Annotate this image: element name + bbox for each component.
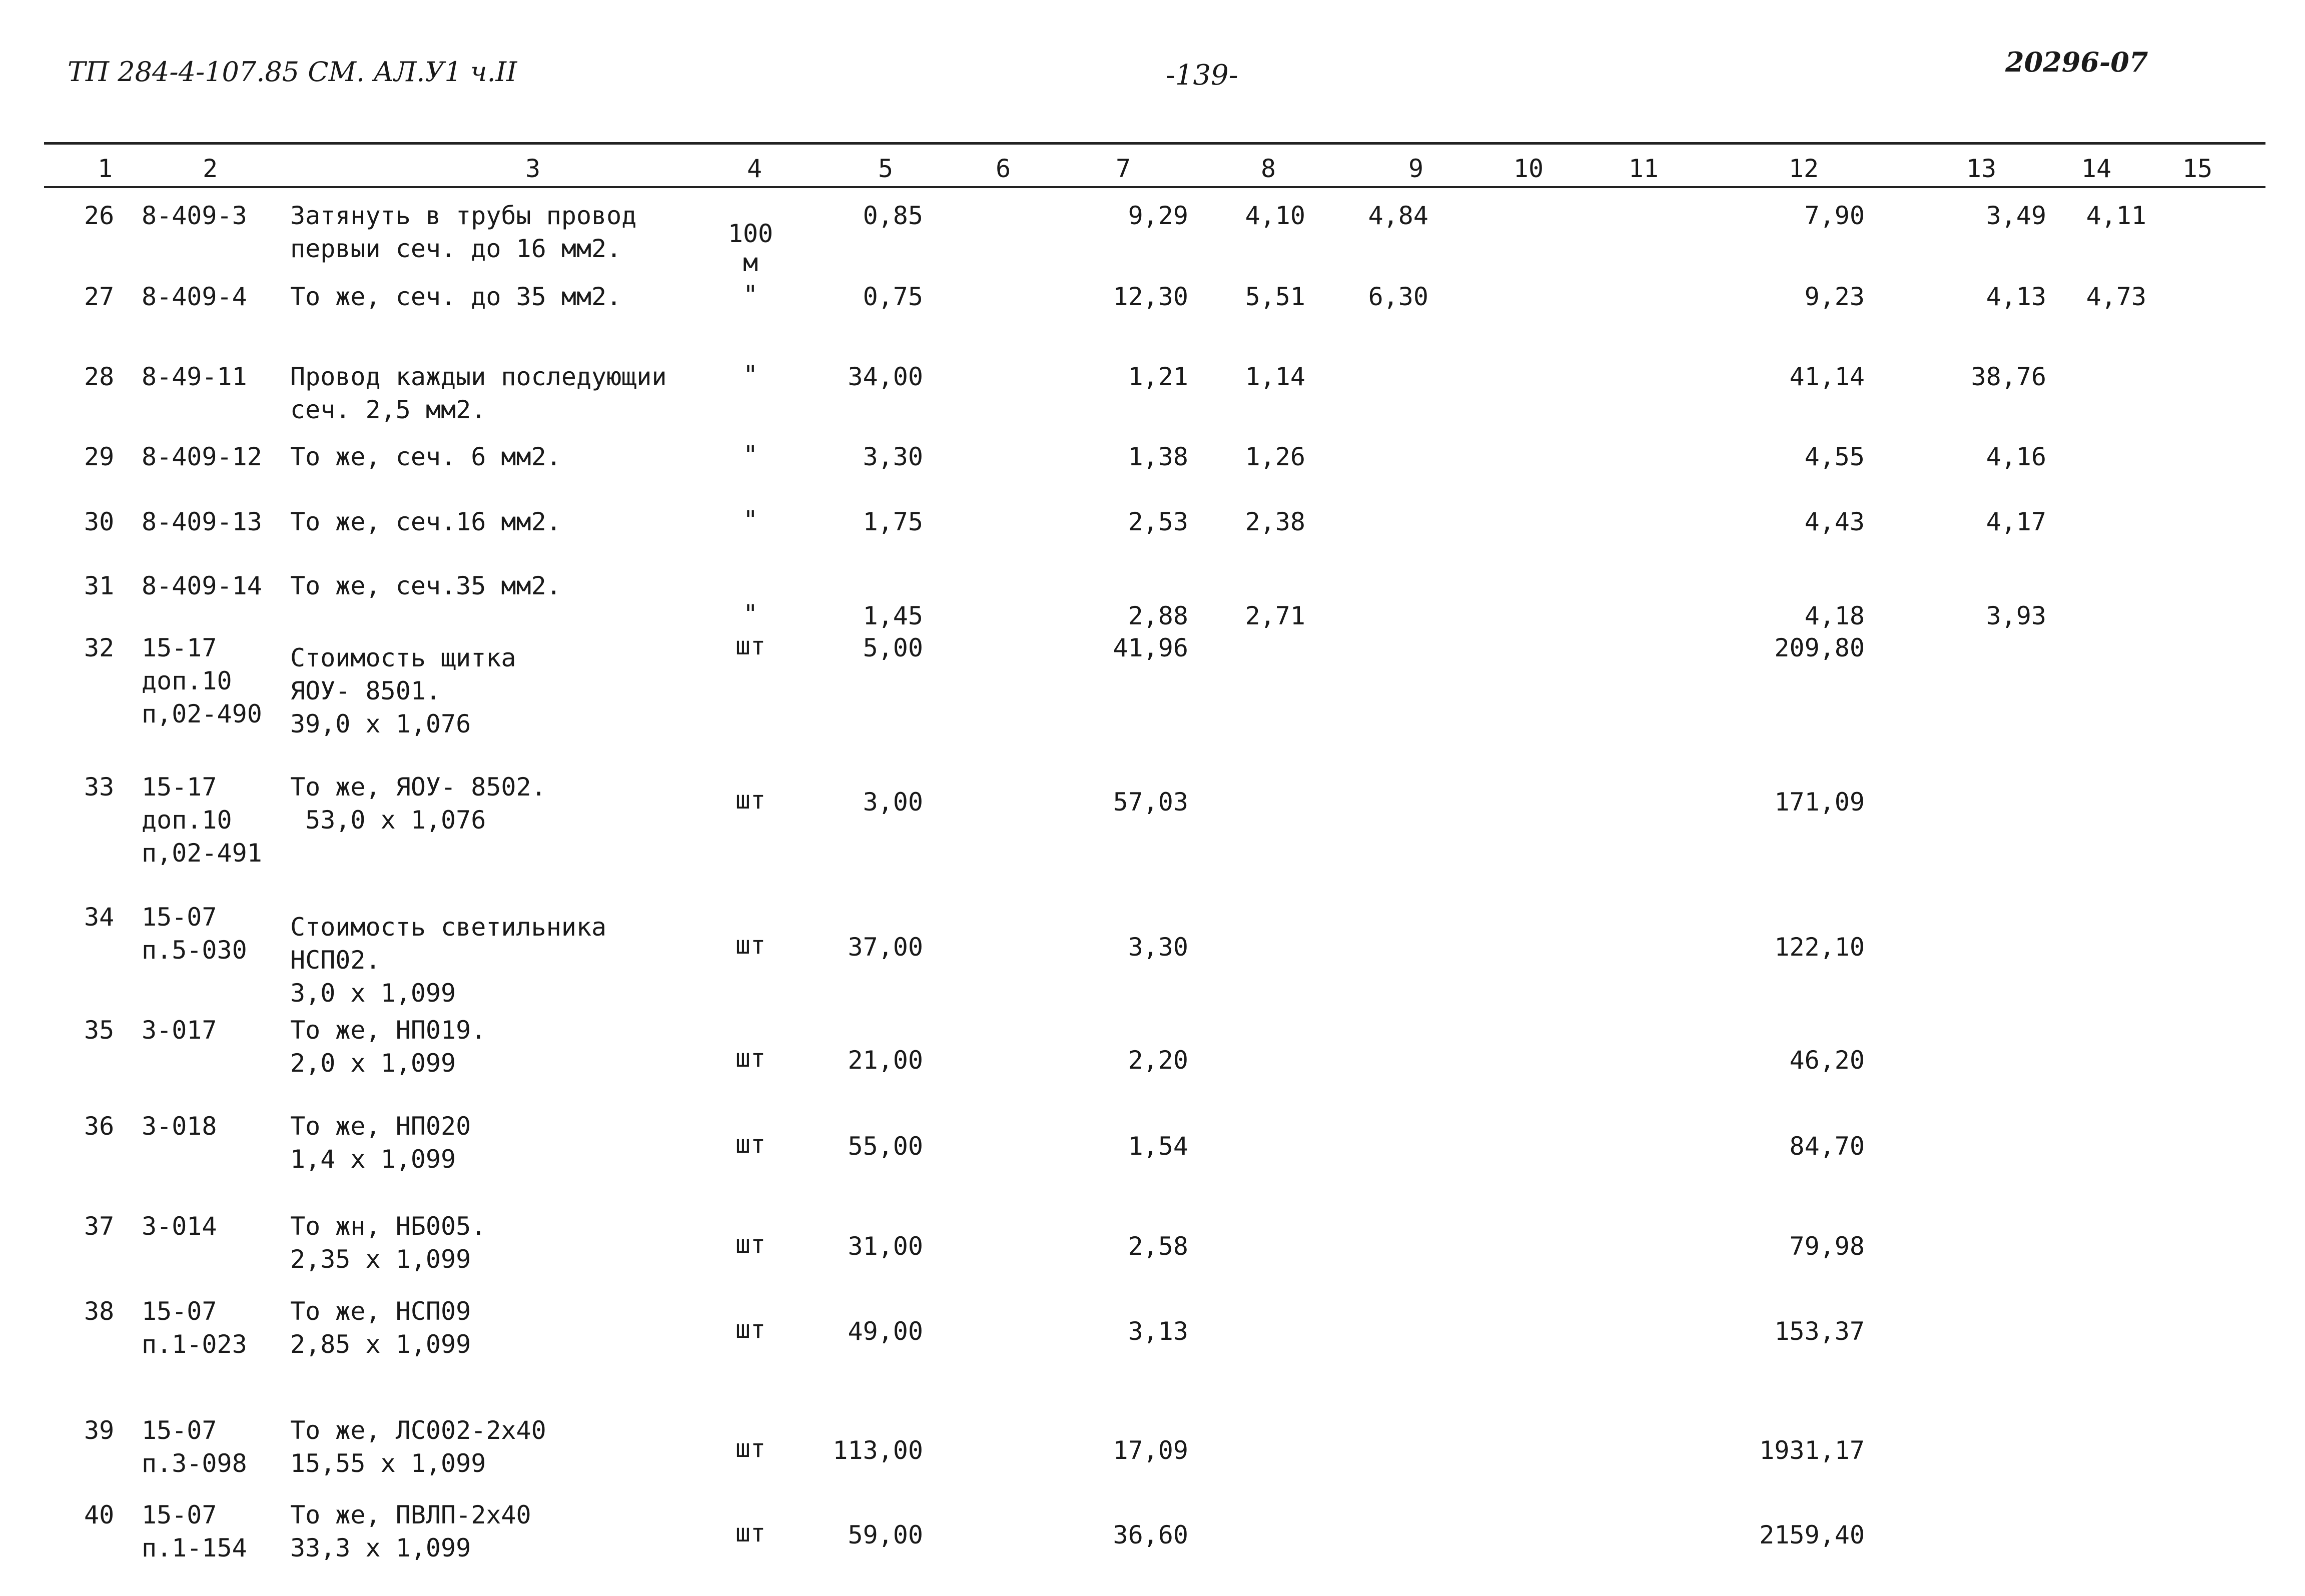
quantity: 31,00 [848,1232,923,1261]
rate-code: 8-49-11 [142,362,247,391]
rate-code: 8-409-4 [142,282,247,311]
work-description: Стоимость щитка ЯОУ- 8501. 39,0 х 1,076 [290,643,516,738]
total-labor-cost: 4,16 [1986,442,2046,471]
rate-code: 3-018 [142,1112,217,1141]
unit-of-measure: " [742,360,758,389]
total-cost: 209,80 [1774,633,1865,662]
unit-of-measure: шт [735,1130,766,1159]
row-number: 28 [84,362,115,391]
work-description: То же, сеч.16 мм2. [290,507,561,536]
total-cost: 1931,17 [1759,1436,1865,1465]
work-description: То же, сеч.35 мм2. [290,571,561,600]
rate-code: 3-014 [142,1212,217,1241]
work-description: То же, ЯОУ- 8502. 53,0 х 1,076 [290,772,546,835]
total-cost: 122,10 [1774,933,1865,962]
unit-cost: 57,03 [1113,787,1188,817]
work-description: Затянуть в трубы провод первыи сеч. до 16 мм2. [290,201,637,263]
unit-of-measure: шт [735,631,766,660]
total-cost: 46,20 [1789,1046,1865,1075]
row-number: 36 [84,1112,115,1141]
unit-of-measure: 100 м [727,219,774,277]
quantity: 3,30 [863,442,923,471]
unit-cost: 2,58 [1128,1232,1188,1261]
column-header-12: 12 [1788,154,1819,183]
unit-of-measure: шт [735,931,766,960]
quantity: 5,00 [863,633,923,662]
column-header-14: 14 [2081,154,2112,183]
unit-cost: 12,30 [1113,282,1188,311]
quantity: 1,75 [863,507,923,536]
quantity: 0,85 [863,201,923,230]
total-labor-cost: 38,76 [1971,362,2046,391]
work-description: То жн, НБ005. 2,35 х 1,099 [290,1212,486,1274]
rate-code: 8-409-14 [142,571,262,600]
sheet-number: 20296-07 [2005,46,2148,78]
unit-cost: 1,54 [1128,1132,1188,1161]
quantity: 3,00 [863,787,923,817]
row-number: 39 [84,1416,115,1445]
quantity: 21,00 [848,1046,923,1075]
column-header-8: 8 [1260,154,1276,183]
unit-cost: 41,96 [1113,633,1188,662]
quantity: 55,00 [848,1132,923,1161]
column-header-7: 7 [1115,154,1131,183]
row-number: 31 [84,571,115,600]
table-top-rule [44,142,2265,145]
unit-of-measure: шт [735,1434,766,1463]
column-header-3: 3 [525,154,541,183]
total-cost: 4,43 [1804,507,1865,536]
work-description: То же, НП019. 2,0 х 1,099 [290,1016,486,1078]
row-number: 34 [84,903,115,932]
row-number: 26 [84,201,115,230]
quantity: 1,45 [863,601,923,630]
column-header-5: 5 [878,154,894,183]
rate-code: 8-409-12 [142,442,262,471]
unit-labor-cost: 2,38 [1245,507,1305,536]
work-description: То же, ПВЛП-2х40 33,3 х 1,099 [290,1500,531,1562]
unit-cost: 2,20 [1128,1046,1188,1075]
quantity: 59,00 [848,1520,923,1549]
unit-of-measure: " [742,280,758,309]
column-header-2: 2 [202,154,218,183]
unit-of-measure: шт [735,1518,766,1547]
row-number: 38 [84,1297,115,1326]
rate-code: 15-07 п.1-154 [142,1500,247,1562]
unit-machine-cost: 4,84 [1368,201,1428,230]
quantity: 34,00 [848,362,923,391]
total-machine-cost: 4,73 [2086,282,2146,311]
rate-code: 15-17 доп.10 п,02-491 [142,772,262,868]
column-header-9: 9 [1408,154,1424,183]
unit-cost: 36,60 [1113,1520,1188,1549]
total-cost: 84,70 [1789,1132,1865,1161]
column-header-10: 10 [1513,154,1544,183]
unit-of-measure: " [742,505,758,534]
unit-of-measure: " [742,440,758,469]
rate-code: 15-07 п.5-030 [142,903,247,965]
total-cost: 171,09 [1774,787,1865,817]
unit-labor-cost: 2,71 [1245,601,1305,630]
quantity: 0,75 [863,282,923,311]
unit-labor-cost: 4,10 [1245,201,1305,230]
unit-machine-cost: 6,30 [1368,282,1428,311]
unit-cost: 2,88 [1128,601,1188,630]
work-description: То же, НСП09 2,85 х 1,099 [290,1297,471,1359]
rate-code: 15-07 п.3-098 [142,1416,247,1478]
unit-cost: 3,13 [1128,1317,1188,1346]
column-header-6: 6 [995,154,1011,183]
column-header-15: 15 [2182,154,2213,183]
total-cost: 2159,40 [1759,1520,1865,1549]
work-description: То же, сеч. до 35 мм2. [290,282,622,311]
total-cost: 41,14 [1789,362,1865,391]
row-number: 37 [84,1212,115,1241]
total-labor-cost: 4,13 [1986,282,2046,311]
column-header-4: 4 [746,154,762,183]
rate-code: 15-17 доп.10 п,02-490 [142,633,262,728]
total-cost: 9,23 [1804,282,1865,311]
unit-cost: 1,21 [1128,362,1188,391]
column-header-11: 11 [1628,154,1659,183]
total-labor-cost: 3,93 [1986,601,2046,630]
quantity: 113,00 [833,1436,923,1465]
work-description: То же, ЛС002-2х40 15,55 х 1,099 [290,1416,546,1478]
unit-of-measure: шт [735,1230,766,1259]
row-number: 33 [84,772,115,802]
rate-code: 8-409-3 [142,201,247,230]
column-header-1: 1 [97,154,113,183]
total-machine-cost: 4,11 [2086,201,2146,230]
unit-labor-cost: 5,51 [1245,282,1305,311]
row-number: 30 [84,507,115,536]
unit-of-measure: " [742,599,758,628]
row-number: 32 [84,633,115,662]
unit-labor-cost: 1,14 [1245,362,1305,391]
row-number: 27 [84,282,115,311]
total-cost: 7,90 [1804,201,1865,230]
quantity: 49,00 [848,1317,923,1346]
total-cost: 153,37 [1774,1317,1865,1346]
unit-cost: 1,38 [1128,442,1188,471]
work-description: Стоимость светильника НСП02. 3,0 х 1,099 [290,913,607,1008]
unit-cost: 9,29 [1128,201,1188,230]
unit-cost: 2,53 [1128,507,1188,536]
total-cost: 79,98 [1789,1232,1865,1261]
row-number: 40 [84,1500,115,1529]
total-labor-cost: 4,17 [1986,507,2046,536]
total-labor-cost: 3,49 [1986,201,2046,230]
unit-of-measure: шт [735,785,766,815]
unit-of-measure: шт [735,1044,766,1073]
total-cost: 4,55 [1804,442,1865,471]
work-description: То же, сеч. 6 мм2. [290,442,561,471]
work-description: Провод каждыи последующии сеч. 2,5 мм2. [290,362,667,424]
work-description: То же, НП020 1,4 х 1,099 [290,1112,471,1174]
rate-code: 3-017 [142,1016,217,1045]
row-number: 35 [84,1016,115,1045]
row-number: 29 [84,442,115,471]
quantity: 37,00 [848,933,923,962]
unit-cost: 17,09 [1113,1436,1188,1465]
column-header-13: 13 [1966,154,1997,183]
unit-of-measure: шт [735,1315,766,1344]
rate-code: 8-409-13 [142,507,262,536]
table-header-rule [44,186,2265,188]
unit-cost: 3,30 [1128,933,1188,962]
page-number: -139- [1166,59,1238,92]
document-code: ТП 284-4-107.85 СМ. АЛ.У1 ч.II [68,56,517,88]
unit-labor-cost: 1,26 [1245,442,1305,471]
rate-code: 15-07 п.1-023 [142,1297,247,1359]
total-cost: 4,18 [1804,601,1865,630]
